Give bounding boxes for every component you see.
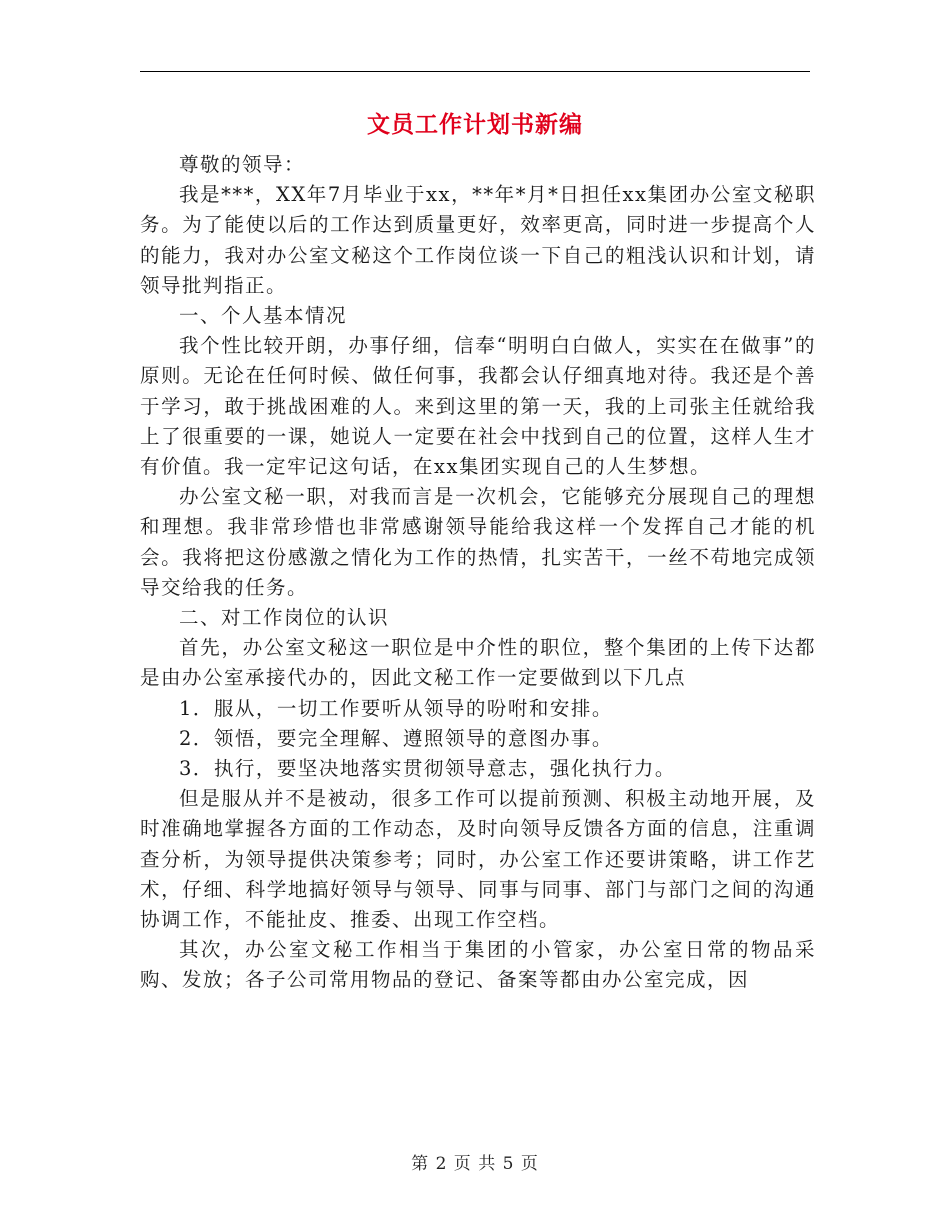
document-body [140, 150, 816, 996]
paragraph-however: 但是服从并不是被动，很多工作可以提前预测、积极主动地开展，及时准确地掌握各方面的工作动态，及时向领导反馈各方面的信息，注重调查分析，为领导提供决策参考；同时，办公室工作还要讲策略，讲工作艺术，仔细、科学地搞好领导与领导、同事与同事、部门与部门之间的沟通协调工作，不能扯皮、推委、出现工作空档。 [140, 787, 816, 932]
paragraph-second: 其次，办公室文秘工作相当于集团的小管家，办公室日常的物品采购、发放；各子公司常用物品的登记、备案等都由办公室完成，因 [140, 938, 816, 992]
paragraph-intro: 我是***，XX年7月毕业于xx，**年*月*日担任xx集团办公室文秘职务。为了能使以后的工作达到质量更好，效率更高，同时进一步提高个人的能力，我对办公室文秘这个工作岗位谈一下自己的粗浅认识和计划，请领导批判指正。 [140, 183, 816, 297]
header-rule [140, 71, 810, 72]
list-item-1: 1．服从，一切工作要听从领导的吩咐和安排。 [179, 696, 613, 720]
list-item-2: 2．领悟，要完全理解、遵照领导的意图办事。 [179, 726, 613, 750]
document-title: 文员工作计划书新编 [367, 112, 583, 138]
paragraph-first: 首先，办公室文秘这一职位是中介性的职位，整个集团的上传下达都是由办公室承接代办的，因此文秘工作一定要做到以下几点 [140, 636, 816, 690]
section-heading-1: 一、个人基本情况 [179, 304, 348, 328]
page-number: 第 2 页 共 5 页 [411, 1154, 539, 1174]
paragraph-opportunity: 办公室文秘一职，对我而言是一次机会，它能够充分展现自己的理想和理想。我非常珍惜也非常感谢领导能给我这样一个发挥自己才能的机会。我将把这份感激之情化为工作的热情，扎实苦干，一丝不苟地完成领导交给我的任务。 [140, 485, 816, 599]
section-heading-2: 二、对工作岗位的认识 [179, 606, 390, 630]
list-item-3: 3．执行，要坚决地落实贯彻领导意志，强化执行力。 [179, 757, 676, 781]
salutation: 尊敬的领导： [179, 153, 306, 176]
paragraph-personal: 我个性比较开朗，办事仔细，信奉“明明白白做人，实实在在做事”的原则。无论在任何时候、做任何事，我都会认仔细真地对待。我还是个善于学习，敢于挑战困难的人。来到这里的第一天，我的上司张主任就给我上了很重要的一课，她说人一定要在社会中找到自己的位置，这样人生才有价值。我一定牢记这句话，在xx集团实现自己的人生梦想。 [140, 334, 816, 479]
